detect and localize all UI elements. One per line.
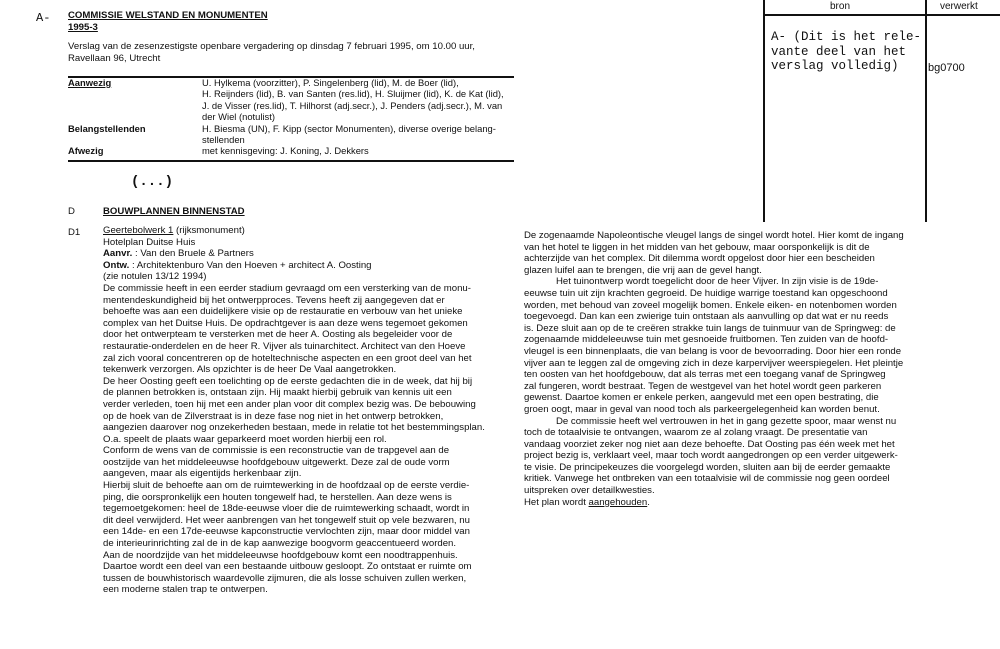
body-line: een 14de- en een 17de-eeuwse kapconstructie vervlochten zijn, maar door middel van <box>103 526 470 538</box>
body-line: O.a. speelt de plaats waar geparkeerd moet worden hierbij een rol. <box>103 433 387 445</box>
body-line: de plannen betrokken is, ontstaan zijn. Hij maakt hierbij gebruik van kennis uit een <box>103 387 452 399</box>
document-title: COMMISSIE WELSTAND EN MONUMENTEN <box>68 10 268 21</box>
body-line: Hierbij sluit de behoefte aan om de ruimtewerking in de hoofdzaal op de eerste verdie- <box>103 480 470 492</box>
body-line: door het ontwerpteam te versterken met de heer A. Oosting als begeleider voor de <box>103 329 453 341</box>
body-line: complex van het Duitse Huis. De opdrachtgever is aan deze wens tegemoet gekomen <box>103 317 468 329</box>
side-box-divider <box>925 0 927 222</box>
body-line: vandaag voorziet zeker nog niet aan deze behoefte. Dat Oosting pas één week met het <box>524 438 895 450</box>
body-line: De zogenaamde Napoleontische vleugel langs de singel wordt hotel. Hier komt de ingang <box>524 230 904 241</box>
body-line: een moderne stalen trap te ontwerpen. <box>103 584 268 596</box>
body-line: te visie. De principekeuzes die voorgelegd worden, sluiten aan bij de eerder gemaakte <box>524 461 891 473</box>
right-body <box>524 230 904 497</box>
body-line: De commissie heeft wel vertrouwen in het in gang gezette spoor, maar wenst nu <box>524 415 897 427</box>
body-line: behoefte was aan een duidelijkere visie op de restauratie en verbouw van het unieke <box>103 306 463 318</box>
body-line: Daartoe wordt een deel van een bestaande uitbouw gesloopt. Zo ontstaat er ruimte om <box>103 561 472 573</box>
body-line: Het tuinontwerp wordt toegelicht door de heer Vijver. In zijn visie is de 19de- <box>524 276 879 288</box>
body-line: de interieurinrichting zal de in de kap aanwezige boogvorm geaccentueerd worden. <box>103 538 457 550</box>
body-line: Conform de wens van de commissie is een reconstructie van de trapgevel aan de <box>103 445 450 457</box>
column-processed: verwerkt <box>940 1 978 12</box>
attendance-line: der Wiel (notulist) <box>202 111 275 123</box>
document-number: 1995-3 <box>68 22 98 33</box>
item-left-column <box>103 225 485 596</box>
section-letter: D <box>68 206 75 217</box>
body-line: gewenst. Daartoe komen er enkele perken, aangevuld met een open bestrating, die <box>524 392 879 404</box>
conclusion-prefix: Het plan wordt <box>524 496 589 508</box>
body-line: van het hotel te liggen in het midden van het gebouw, maar oorsponkelijk is dit de <box>524 241 870 253</box>
body-line: uitspreken over detailkwesties. <box>524 485 655 497</box>
omission-ellipsis: (...) <box>131 174 174 190</box>
body-line: eeuwse tuin uit zijn krachten gegroeid. De huidige warrige toestand kan opgeschoond <box>524 287 888 299</box>
attendance-label: Afwezig <box>68 145 104 157</box>
body-line: groen oogt, maar in geval van nood toch als parkeergelegenheid kan worden benut. <box>524 403 880 415</box>
body-line: achterzijde van het complex. Dit dilemma wordt opgelost door hier een bescheiden <box>524 253 875 265</box>
body-line: ten oosten van het hoofdgebouw, dat als terras met een toegang vanaf de Springweg <box>524 369 886 381</box>
item-designer <box>103 260 485 272</box>
body-line: aangezien daarover nog onzekerheden bestaan, mede in relatie tot het bestemmingsplan. <box>103 422 485 434</box>
attendance-label: Belangstellenden <box>68 122 146 134</box>
attendance-table <box>68 77 504 157</box>
body-line: op de hoek van de Zilverstraat is in deze fase nog niet in het ontwerp betrokken, <box>103 410 444 422</box>
body-line: tekenwerk verzorgen. Als opzichter is de heer De Vaal aangetrokken. <box>103 364 397 376</box>
item-subtitle: Hotelplan Duitse Huis <box>103 236 196 248</box>
attendance-row <box>68 123 504 146</box>
left-body <box>103 283 485 596</box>
body-line: mentendeskundigheid bij het ontwerpproces. Tevens heeft zij aangegeven dat er <box>103 294 445 306</box>
body-line: restauratie-onderdelen en de heer R. Vijver als tuinarchitect. Architect van den Hoeve <box>103 340 466 352</box>
attendance-line: stellenden <box>202 134 245 146</box>
note-line: vante deel van het <box>771 44 907 59</box>
item-applicant <box>103 248 485 260</box>
intro-line: Verslag van de zesenzestigste openbare vergadering op dinsdag 7 februari 1995, om 10.00 uur, <box>68 41 475 52</box>
processed-code: bg0700 <box>928 62 965 74</box>
attendance-value <box>202 77 504 123</box>
intro <box>68 41 475 65</box>
attendance-label: Aanwezig <box>68 77 112 88</box>
item-reference: (zie notulen 13/12 1994) <box>103 271 207 283</box>
body-line: aangeven, maar als eigentijds herkenbaar zijn. <box>103 468 302 480</box>
body-line: glazen luifel aan te brengen, die vrij aan de gevel hangt. <box>524 264 762 276</box>
item-number: D1 <box>68 227 81 238</box>
body-line: verder verleden, toen hij met een ander plan voor dit complex bezig was. De bebouwing <box>103 398 476 410</box>
body-line: tegemoetgekomen: heel de 18de-eeuwse vloer die de ruimtewerking schaadt, wordt in <box>103 503 470 515</box>
attendance-line: J. de Visser (res.lid), T. Hilhorst (adj.secr.), J. Penders (adj.secr.), M. van <box>202 99 503 111</box>
body-line: zal zich vooral concentreren op de hoteltechnische aspecten en een groot deel van het <box>103 352 472 364</box>
attendance-value <box>202 123 504 146</box>
column-source: bron <box>830 1 851 12</box>
body-line: is. Deze sluit aan op de te creëren strakke tuin langs de tuinmuur van de Springweg: de <box>524 322 896 334</box>
source-note <box>771 30 921 74</box>
body-line: vijver aan te leggen zal de omgeving zich in deze karpervijver weerspiegelen. Het pleintje <box>524 357 904 369</box>
decision: aangehouden <box>588 496 648 508</box>
note-line: A- (Dit is het rele- <box>771 30 922 44</box>
attendance-row <box>68 77 504 123</box>
intro-line: Ravellaan 96, Utrecht <box>68 53 161 64</box>
margin-mark: A- <box>36 11 51 25</box>
attendance-line: H. Reijnders (lid), B. van Santen (res.lid), H. Sluijmer (lid), K. de Kat (lid), <box>202 88 504 100</box>
body-line: zal fungeren, wordt bestraat. Tegen de westgevel van het hotel wordt geen parkeren <box>524 380 882 392</box>
designer-label: Ontw. <box>103 259 130 271</box>
attendance-row <box>68 145 504 156</box>
item-title: Geertebolwerk 1 <box>103 225 174 236</box>
conclusion-suffix: . <box>647 496 650 508</box>
conclusion <box>524 497 904 509</box>
applicant-label: Aanvr. <box>103 248 133 260</box>
body-line: oostzijde van het middeleeuwse hoofdgebouw uitgewerkt. Deze zal de oude vorm <box>103 456 450 468</box>
body-line: toch de totaalvisie te ontvangen, waarom ze al zolang vraagt. De presentatie van <box>524 427 868 439</box>
item-right-column <box>524 230 904 508</box>
note-line: verslag volledig) <box>771 59 899 73</box>
body-line: De commissie heeft in een eerder stadium gevraagd om een versterking van de monu- <box>103 282 471 294</box>
body-line: De heer Oosting geeft een toelichting op de eerste gedachten die in de week, dat hij bij <box>103 375 473 387</box>
applicant-value: : Van den Bruele & Partners <box>132 248 254 260</box>
body-line: kritiek. Vanwege het ontbreken van een totaalvisie wil de commissie nog geen oordeel <box>524 473 890 485</box>
attendance-line: U. Hylkema (voorzitter), P. Singelenberg (lid), M. de Boer (lid), <box>202 77 459 88</box>
body-line: dit deel verwijderd. Het weer aanbrengen van het tongewelf stuit op vele bezwaren, nu <box>103 514 470 526</box>
item-title-suffix: (rijksmonument) <box>173 225 245 236</box>
body-line: zogenaamde middeleeuwse tuin met gesnoeide fruitbomen. Ten zuiden van de hoofd- <box>524 334 889 346</box>
body-line: Aan de noordzijde van het middeleeuwse hoofdgebouw komt een noodtrappenhuis. <box>103 549 458 561</box>
table-bottom-rule <box>68 160 514 162</box>
attendance-value <box>202 145 504 156</box>
body-line: project bezig is, verklaart veel, maar toch wordt aangedrongen op een verder uitgewerk- <box>524 450 898 462</box>
item-heading <box>103 225 485 237</box>
side-box-left-rule <box>763 0 765 222</box>
attendance-line: met kennisgeving: J. Koning, J. Dekkers <box>202 145 369 157</box>
attendance-line: H. Biesma (UN), F. Kipp (sector Monumenten), diverse overige belang- <box>202 122 496 134</box>
section-title: BOUWPLANNEN BINNENSTAD <box>103 206 245 217</box>
body-line: ping, die oorspronkelijk een houten tongewelf had, te herstellen. Aan deze wens is <box>103 491 452 503</box>
side-box-header-rule <box>763 14 1000 16</box>
body-line: toegevoegd. Dan kan een zwierige tuin ontstaan als aanvulling op dat wat er nu reeds <box>524 311 889 323</box>
body-line: tussen de bouwhistorisch waardevolle zijmuren, die als losse schuiven zullen werken, <box>103 572 467 584</box>
body-line: worden, met behoud van zoveel mogelijk bomen. Enkele eiken- en notenbomen worden <box>524 299 897 311</box>
body-line: vleugel is een binnenplaats, die van belang is voor de bevoorrading. Door hier een ronde <box>524 345 902 357</box>
designer-value: : Architektenburo Van den Hoeven + architect A. Oosting <box>129 259 372 271</box>
